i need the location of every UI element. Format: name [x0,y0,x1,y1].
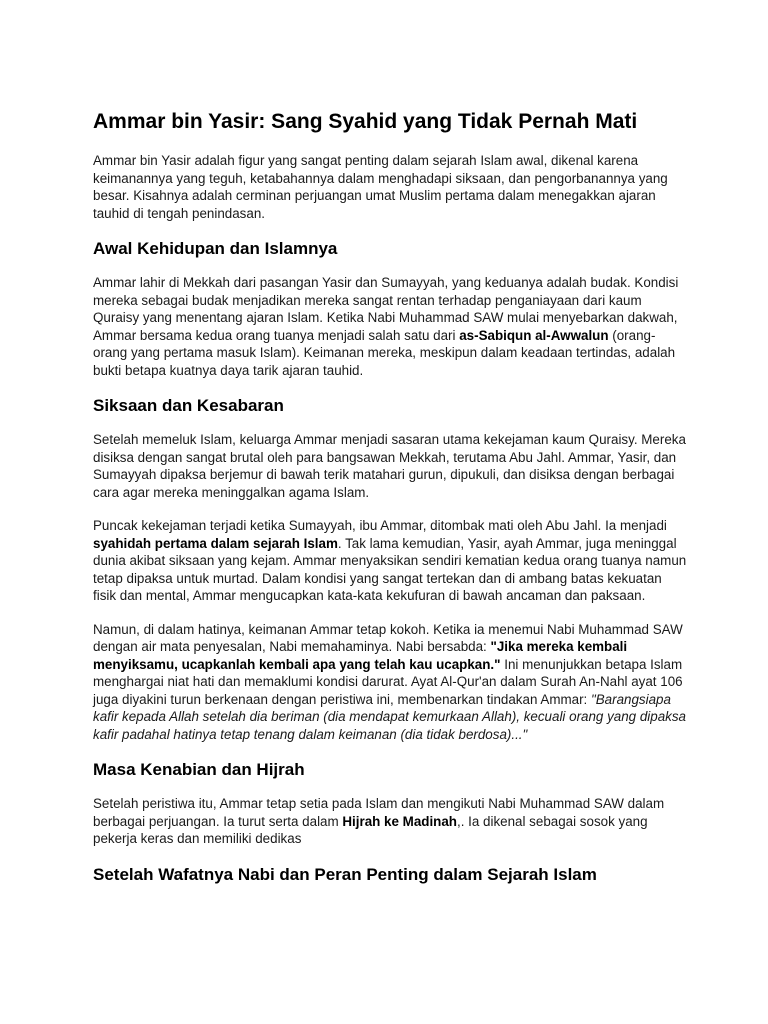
section-heading-after-prophet: Setelah Wafatnya Nabi dan Peran Penting dalam Sejarah Islam [93,864,597,884]
early-life-bold-term: as-Sabiqun al-Awwalun [459,327,609,343]
section-heading-early-life: Awal Kehidupan dan Islamnya [93,239,338,258]
early-life-paragraph [93,274,688,379]
torture-paragraph-2 [93,517,688,605]
early-life-text-1: Ammar lahir di Mekkah dari pasangan Yasir dan Sumayyah, yang keduanya adalah budak. Kondisi mereka sebagai budak menjadikan mereka sangat rentan terhadap penganiayaan dari kaum Quraisy yang menentang ajaran Islam. Ketika Nabi Muhammad SAW mulai menyebarkan dakwah, Ammar bersama kedua orang tuanya menjadi salah satu dari [93,275,679,343]
torture-paragraph-1: Setelah memeluk Islam, keluarga Ammar menjadi sasaran utama kekejaman kaum Quraisy. Mereka disiksa dengan sangat brutal oleh para bangsawan Mekkah, terutama Abu Jahl. Ammar, Yasir, dan Sumayyah dipaksa berjemur di bawah terik matahari gurun, dipukuli, dan disiksa dengan berbagai cara agar mereka meninggalkan agama Islam. [93,432,686,500]
torture-p2-text-2: . Tak lama kemudian, Yasir, ayah Ammar, juga meninggal dunia akibat siksaan yang kejam. Ammar menyaksikan sendiri kematian kedua orang tuanya namun tetap dipaksa untuk murtad. Dalam kondisi yang sangat tertekan dan di ambang batas kekuatan fisik dan mental, Ammar mengucapkan kata-kata kekufuran di bawah ancaman dan paksaan. [93,535,687,603]
torture-p2-bold: syahidah pertama dalam sejarah Islam [93,535,338,551]
hijrah-text-1: Setelah peristiwa itu, Ammar tetap setia pada Islam dan mengikuti Nabi Muhammad SAW dalam berbagai perjuangan. Ia turut serta dalam [93,796,665,829]
torture-p3-bold-quote: "Jika mereka kembali menyiksamu, ucapkanlah kembali apa yang telah kau ucapkan." [93,639,628,672]
hijrah-bold-term: Hijrah ke Madinah [342,813,457,829]
torture-p3-text-2: Ini menunjukkan betapa Islam menghargai niat hati dan memaklumi kondisi darurat. Ayat Al-Qur'an dalam Surah An-Nahl ayat 106 juga diyakini turun berkenaan dengan peristiwa ini, membenarkan tindakan Ammar: [93,656,683,707]
torture-p2-text-1: Puncak kekejaman terjadi ketika Sumayyah, ibu Ammar, ditombak mati oleh Abu Jahl. Ia menjadi [93,518,667,533]
section-heading-hijrah: Masa Kenabian dan Hijrah [93,760,305,779]
early-life-text-2: (orang-orang yang pertama masuk Islam). Keimanan mereka, meskipun dalam keadaan tertindas, adalah bukti betapa kuatnya daya tarik ajaran tauhid. [93,327,676,378]
intro-paragraph: Ammar bin Yasir adalah figur yang sangat penting dalam sejarah Islam awal, dikenal karena keimanannya yang teguh, ketabahannya dalam menghadapi siksaan, dan pengorbanannya yang besar. Kisahnya adalah cerminan perjuangan umat Muslim pertama dalam menegakkan ajaran tauhid di tengah penindasan. [93,153,668,221]
torture-p3-text-1: Namun, di dalam hatinya, keimanan Ammar tetap kokoh. Ketika ia menemui Nabi Muhammad SAW dengan air mata penyesalan, Nabi memahaminya. Nabi bersabda: [93,621,683,654]
hijrah-paragraph [93,795,688,848]
hijrah-text-2: ,. Ia dikenal sebagai sosok yang pekerja keras dan memiliki dedikas [93,813,648,846]
torture-p3-italic-verse: "Barangsiapa kafir kepada Allah setelah dia beriman (dia mendapat kemurkaan Allah), kecuali orang yang dipaksa kafir padahal hatinya tetap tenang dalam keimanan (dia tidak berdosa)..." [93,691,687,742]
document-title: Ammar bin Yasir: Sang Syahid yang Tidak Pernah Mati [93,110,638,133]
torture-paragraph-3 [93,621,688,744]
section-heading-torture: Siksaan dan Kesabaran [93,396,284,415]
